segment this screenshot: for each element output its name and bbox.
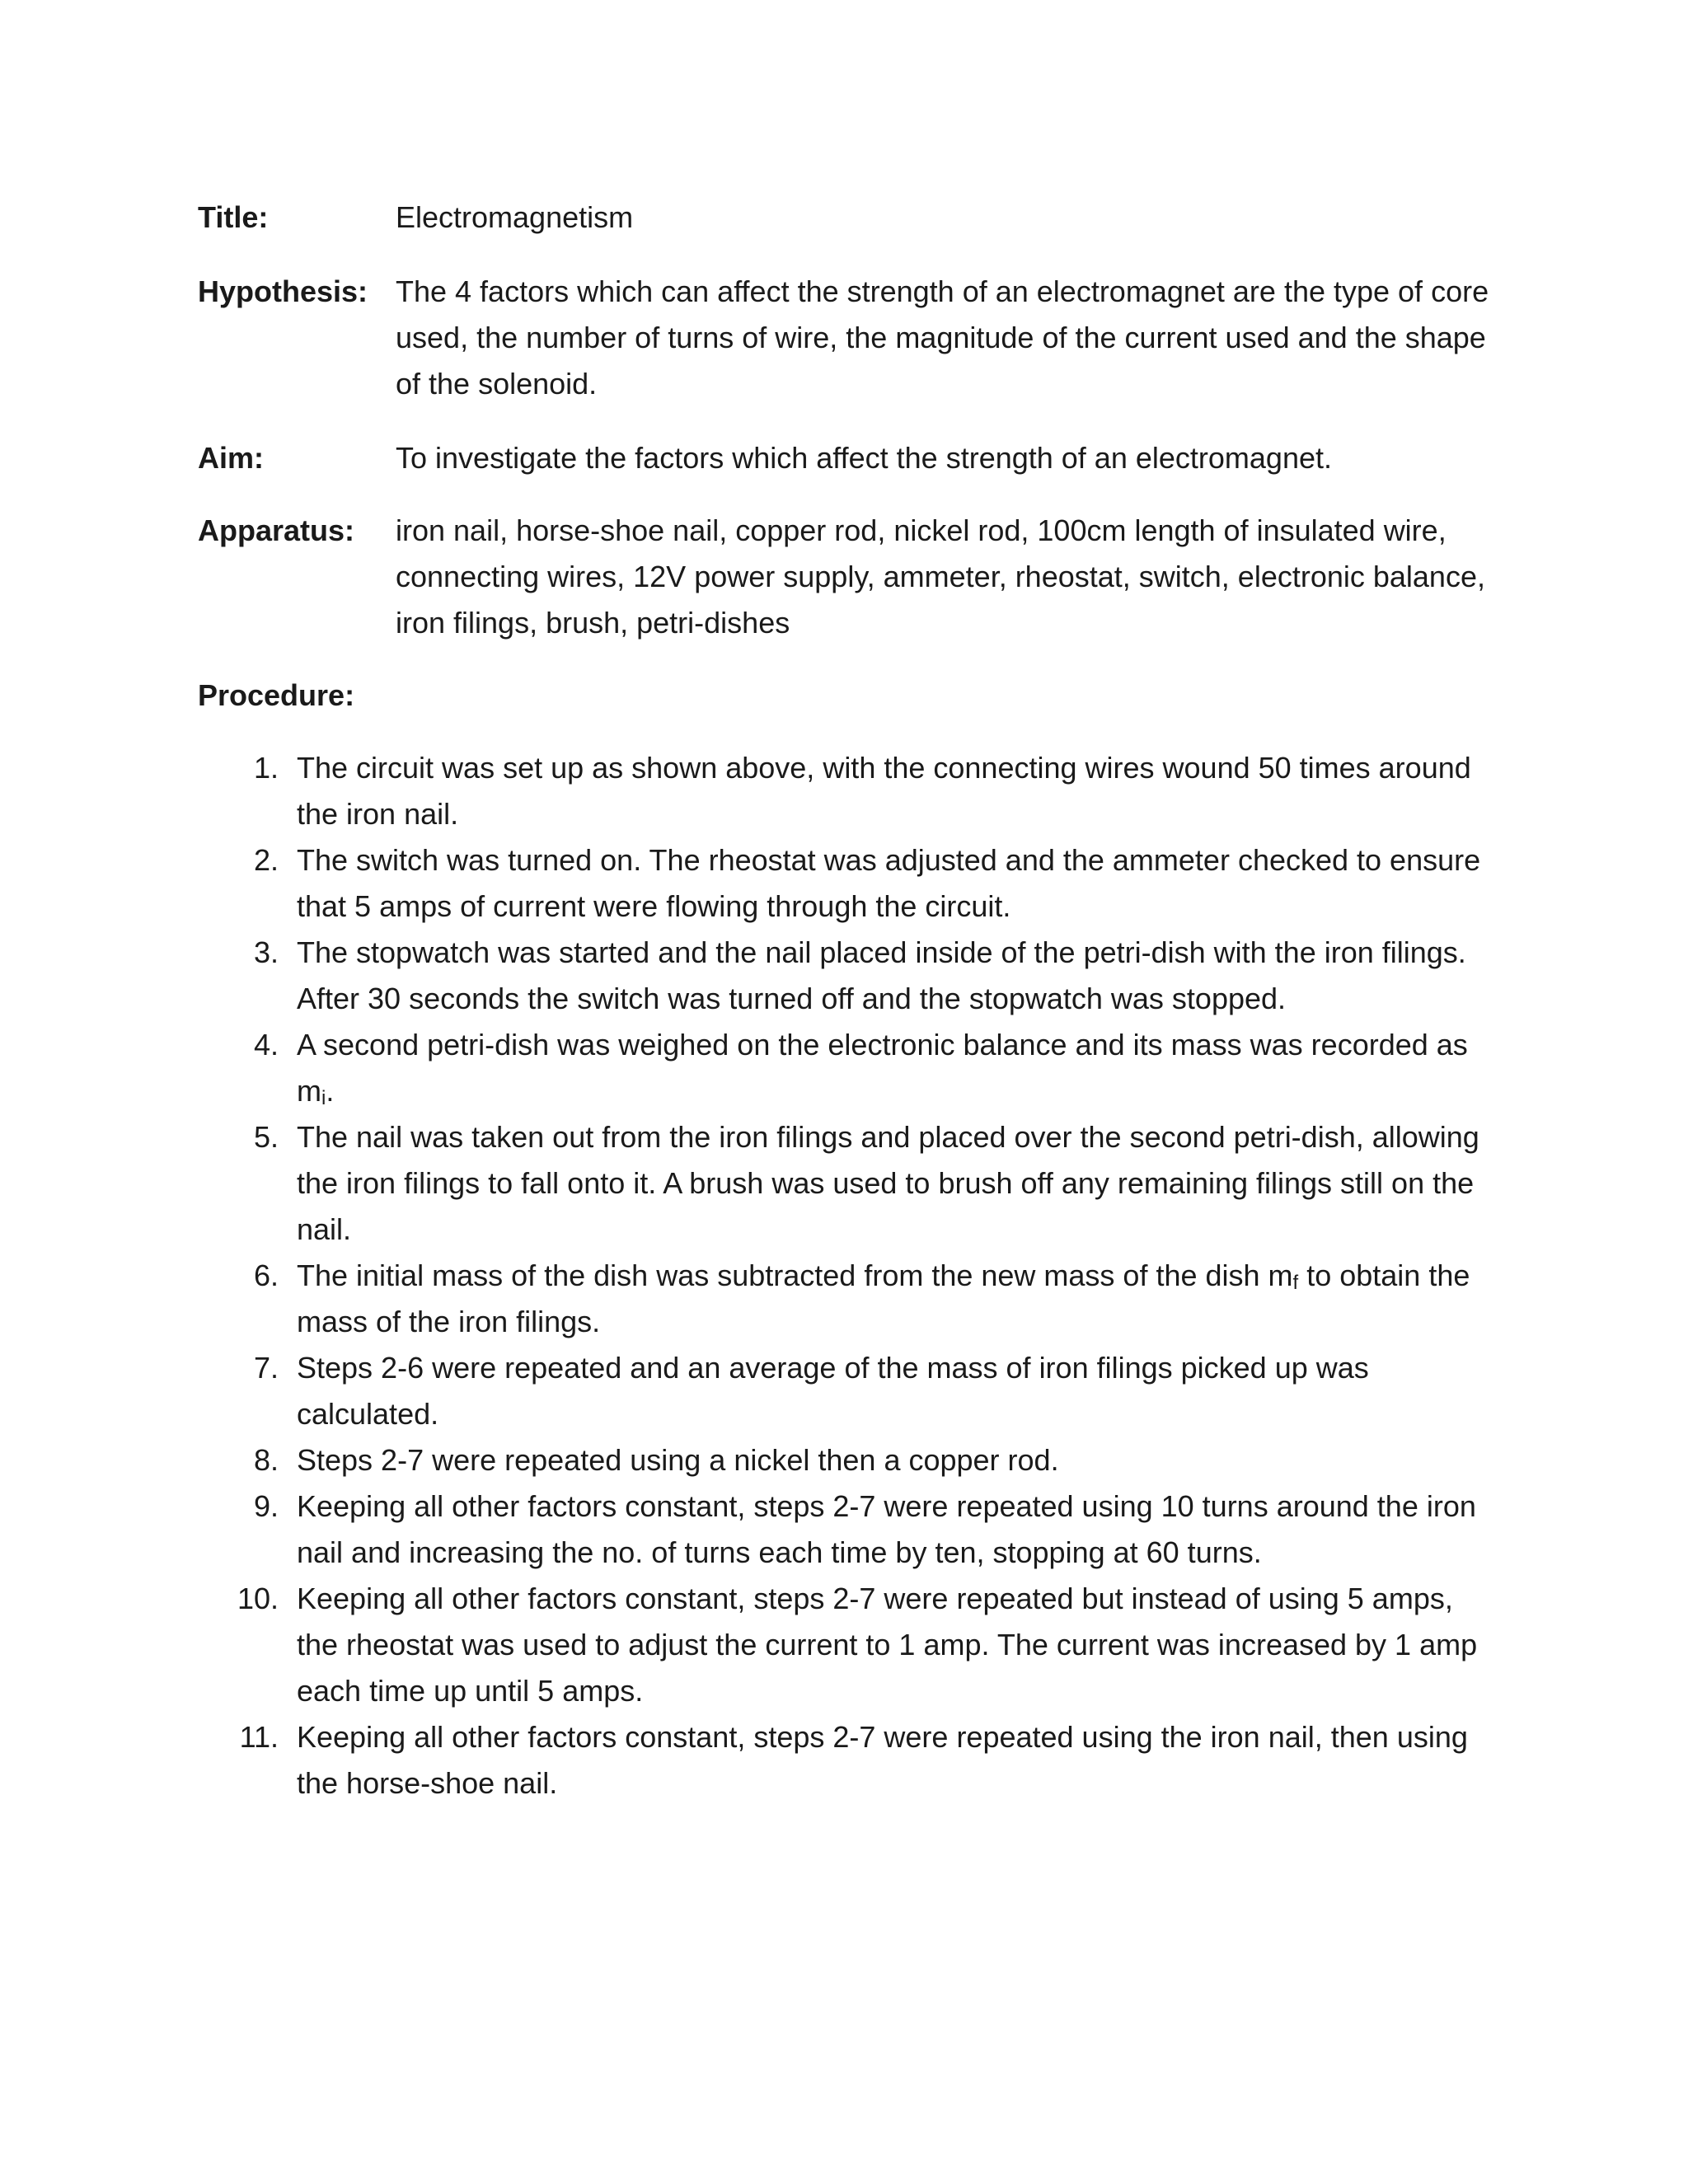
- step-text: The switch was turned on. The rheostat was adjusted and the ammeter checked to ensure that 5 amps of current were flowing through the circuit.: [297, 843, 1481, 923]
- procedure-step: [198, 1437, 1500, 1483]
- title-label: Title:: [198, 200, 269, 234]
- title-value: Electromagnetism: [396, 200, 634, 234]
- step-number: 3.: [253, 935, 279, 969]
- step-text: Steps 2-6 were repeated and an average of the mass of iron filings picked up was calculated.: [297, 1351, 1369, 1431]
- mass-subscript: i: [321, 1087, 326, 1109]
- step-text: Keeping all other factors constant, steps 2-7 were repeated using 10 turns around the iron nail and increasing the no. of turns each time by ten, stopping at 60 turns.: [297, 1489, 1476, 1569]
- step-number: 2.: [253, 843, 279, 877]
- lab-report: [198, 194, 1500, 1807]
- hypothesis-label: Hypothesis:: [198, 274, 368, 308]
- hypothesis-value: The 4 factors which can affect the strength of an electromagnet are the type of core used, the number of turns of wire, the magnitude of the current used and the shape of the solenoid.: [396, 274, 1489, 401]
- mass-subscript: f: [1292, 1272, 1299, 1294]
- procedure-steps: [198, 745, 1500, 1807]
- step-text: Keeping all other factors constant, steps 2-7 were repeated using the iron nail, then using the horse-shoe nail.: [297, 1720, 1468, 1800]
- procedure-heading: Procedure:: [198, 678, 355, 712]
- apparatus-label: Apparatus:: [198, 513, 355, 547]
- procedure-step: [198, 1253, 1500, 1345]
- procedure-step: [198, 745, 1500, 837]
- step-text: Keeping all other factors constant, steps 2-7 were repeated but instead of using 5 amps, the rheostat was used to adjust the current to 1 amp. The current was increased by 1 amp each time up until 5 amps.: [297, 1582, 1478, 1708]
- step-number: 1.: [253, 751, 279, 785]
- procedure-step: [198, 1576, 1500, 1714]
- step-text: The circuit was set up as shown above, with the connecting wires wound 50 times around the iron nail.: [297, 751, 1471, 831]
- apparatus-field: [198, 508, 1500, 646]
- step-number: 7.: [253, 1351, 279, 1385]
- procedure-step: [198, 1714, 1500, 1807]
- procedure-step: [198, 1114, 1500, 1253]
- procedure-step: [198, 1345, 1500, 1437]
- step-number: 9.: [253, 1489, 279, 1523]
- step-text: The nail was taken out from the iron filings and placed over the second petri-dish, allowing the iron filings to fall onto it. A brush was used to brush off any remaining filings still on the nail.: [297, 1120, 1479, 1246]
- aim-label: Aim:: [198, 441, 264, 475]
- step-text: Steps 2-7 were repeated using a nickel then a copper rod.: [297, 1443, 1059, 1477]
- aim-value: To investigate the factors which affect the strength of an electromagnet.: [396, 441, 1332, 475]
- procedure-step: [198, 837, 1500, 930]
- step-text: The stopwatch was started and the nail placed inside of the petri-dish with the iron filings. After 30 seconds the switch was turned off and the stopwatch was stopped.: [297, 935, 1466, 1015]
- step-number: 6.: [253, 1258, 279, 1292]
- procedure-step: [198, 1022, 1500, 1114]
- hypothesis-field: [198, 269, 1500, 407]
- step-number: 4.: [253, 1028, 279, 1062]
- step-text-after: .: [326, 1074, 335, 1108]
- step-number: 5.: [253, 1120, 279, 1154]
- step-text-after: to obtain the mass of the iron filings.: [297, 1258, 1470, 1338]
- step-text-before: A second petri-dish was weighed on the electronic balance and its mass was recorded as m: [297, 1028, 1468, 1108]
- step-text: [297, 1022, 1500, 1114]
- step-number: 10.: [237, 1582, 279, 1615]
- step-text: [297, 1253, 1500, 1345]
- procedure-step: [198, 1483, 1500, 1576]
- procedure-step: [198, 930, 1500, 1022]
- title-field: [198, 194, 1500, 241]
- aim-field: [198, 435, 1500, 481]
- apparatus-value: iron nail, horse-shoe nail, copper rod, nickel rod, 100cm length of insulated wire, connecting wires, 12V power supply, ammeter, rheostat, switch, electronic balance, iron filings, brush, petri-dishes: [396, 513, 1485, 640]
- step-number: 8.: [253, 1443, 279, 1477]
- step-text-before: The initial mass of the dish was subtracted from the new mass of the dish m: [297, 1258, 1293, 1292]
- step-number: 11.: [239, 1720, 279, 1754]
